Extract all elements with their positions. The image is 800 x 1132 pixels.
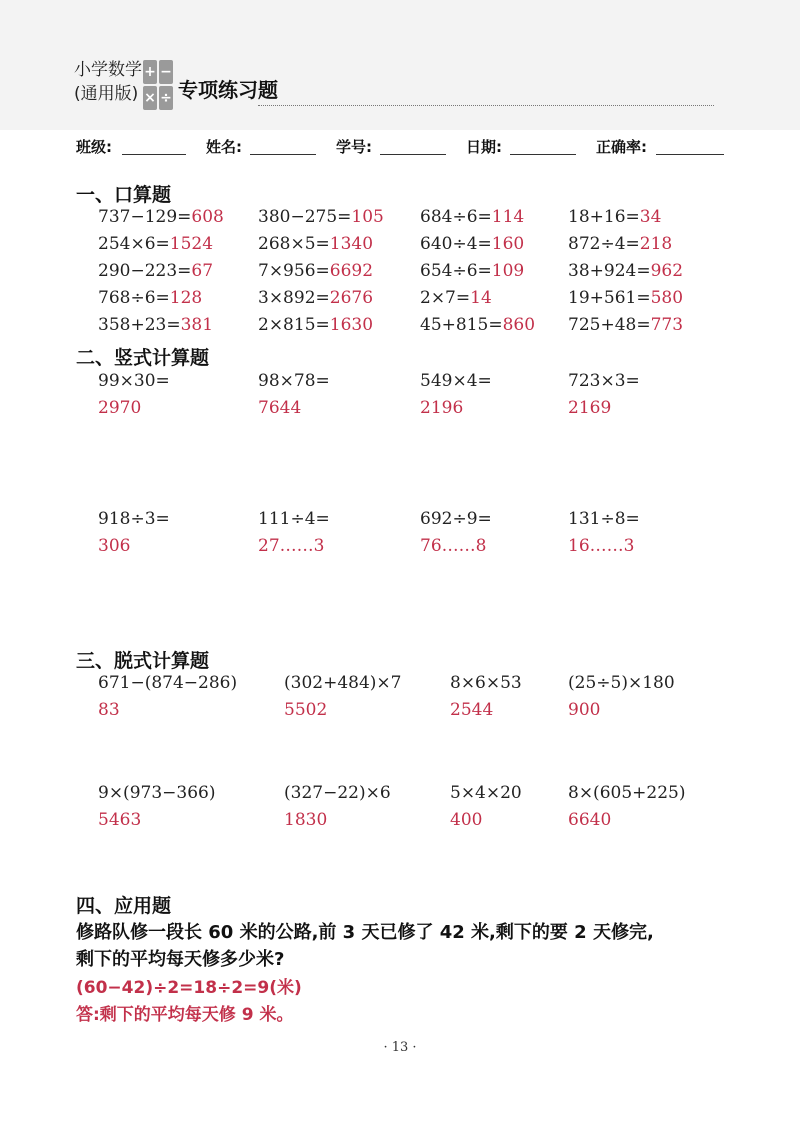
stepwise-answer: 1830: [284, 810, 328, 830]
vertical-question: 918÷3=: [98, 509, 170, 529]
section-1-title: 一、口算题: [76, 184, 172, 206]
word-problem-answer: 答:剩下的平均每天修 9 米。: [76, 1005, 294, 1025]
oral-item: [568, 315, 683, 335]
oral-item: [568, 207, 661, 227]
oral-item: [568, 288, 683, 308]
stepwise-answer: 5502: [284, 700, 328, 720]
vertical-question: 692÷9=: [420, 509, 492, 529]
answer: 105: [351, 207, 384, 227]
stepwise-question: 5×4×20: [450, 783, 522, 803]
answer: 1630: [329, 315, 374, 335]
accuracy-blank[interactable]: [656, 154, 724, 155]
vertical-question: 99×30=: [98, 371, 170, 391]
vertical-answer: 16……3: [568, 536, 635, 556]
answer: 109: [491, 261, 525, 281]
vertical-answer: 2196: [420, 398, 464, 418]
question: 2×7=: [420, 288, 471, 308]
name-label: 姓名:: [206, 138, 242, 156]
question: 268×5=: [258, 234, 330, 254]
divide-icon: ÷: [159, 86, 173, 110]
question: 768÷6=: [98, 288, 170, 308]
oral-item: [98, 261, 213, 281]
answer: 580: [650, 288, 684, 308]
name-blank[interactable]: [250, 154, 316, 155]
question: 7×956=: [258, 261, 330, 281]
stepwise-answer: 900: [568, 700, 601, 720]
class-blank[interactable]: [122, 154, 186, 155]
section-4-title: 四、应用题: [76, 895, 172, 917]
answer: 773: [650, 315, 684, 335]
oral-item: [420, 288, 492, 308]
vertical-question: 549×4=: [420, 371, 492, 391]
header-dotted-rule: [258, 105, 714, 106]
operator-logo: [143, 58, 173, 110]
vertical-question: 111÷4=: [258, 509, 330, 529]
question: 380−275=: [258, 207, 352, 227]
plus-icon: +: [143, 60, 157, 84]
question: 45+815=: [420, 315, 503, 335]
word-problem-line-1: 修路队修一段长 60 米的公路,前 3 天已修了 42 米,剩下的要 2 天修完,: [76, 922, 654, 943]
question: 725+48=: [568, 315, 651, 335]
oral-item: [258, 315, 373, 335]
question: 3×892=: [258, 288, 330, 308]
oral-item: [98, 234, 213, 254]
brand-line-2: (通用版): [74, 84, 139, 104]
question: 640÷4=: [420, 234, 492, 254]
oral-item: [258, 207, 384, 227]
stepwise-question: 671−(874−286): [98, 673, 238, 693]
stepwise-question: (25÷5)×180: [568, 673, 675, 693]
question: 18+16=: [568, 207, 640, 227]
answer: 608: [191, 207, 224, 227]
answer: 962: [650, 261, 684, 281]
answer: 1340: [329, 234, 374, 254]
oral-item: [420, 234, 524, 254]
vertical-answer: 7644: [258, 398, 302, 418]
vertical-question: 131÷8=: [568, 509, 640, 529]
oral-item: [258, 288, 373, 308]
oral-item: [420, 315, 535, 335]
stepwise-question: 8×(605+225): [568, 783, 686, 803]
question: 19+561=: [568, 288, 651, 308]
brand-line-1: 小学数学: [74, 60, 142, 80]
question: 2×815=: [258, 315, 330, 335]
oral-item: [420, 207, 524, 227]
answer: 6692: [329, 261, 374, 281]
stepwise-answer: 2544: [450, 700, 494, 720]
oral-item: [568, 261, 683, 281]
brand-label: [74, 58, 142, 106]
student-id-blank[interactable]: [380, 154, 446, 155]
answer: 114: [491, 207, 525, 227]
vertical-answer: 2970: [98, 398, 142, 418]
stepwise-answer: 5463: [98, 810, 142, 830]
accuracy-label: 正确率:: [596, 138, 647, 156]
oral-item: [98, 315, 213, 335]
section-2-title: 二、竖式计算题: [76, 347, 210, 369]
vertical-answer: 76……8: [420, 536, 487, 556]
question: 872÷4=: [568, 234, 640, 254]
question: 684÷6=: [420, 207, 492, 227]
vertical-question: 723×3=: [568, 371, 640, 391]
vertical-answer: 306: [98, 536, 131, 556]
question: 358+23=: [98, 315, 181, 335]
stepwise-answer: 83: [98, 700, 120, 720]
answer: 2676: [329, 288, 374, 308]
answer: 160: [491, 234, 525, 254]
word-problem-line-2: 剩下的平均每天修多少米?: [76, 949, 285, 970]
minus-icon: −: [159, 60, 173, 84]
oral-item: [98, 207, 224, 227]
class-label: 班级:: [76, 138, 112, 156]
oral-item: [258, 234, 373, 254]
oral-item: [420, 261, 524, 281]
question: 737−129=: [98, 207, 192, 227]
stepwise-answer: 6640: [568, 810, 612, 830]
oral-item: [258, 261, 373, 281]
answer: 34: [639, 207, 662, 227]
answer: 381: [180, 315, 214, 335]
date-label: 日期:: [466, 138, 502, 156]
section-3-title: 三、脱式计算题: [76, 650, 210, 672]
vertical-answer: 27……3: [258, 536, 325, 556]
answer: 14: [470, 288, 492, 308]
question: 654÷6=: [420, 261, 492, 281]
stepwise-question: (327−22)×6: [284, 783, 391, 803]
date-blank[interactable]: [510, 154, 576, 155]
oral-item: [568, 234, 672, 254]
question: 254×6=: [98, 234, 170, 254]
word-problem-solution: (60−42)÷2=18÷2=9(米): [76, 978, 302, 998]
answer: 1524: [169, 234, 214, 254]
vertical-answer: 2169: [568, 398, 612, 418]
answer: 128: [169, 288, 203, 308]
oral-item: [98, 288, 202, 308]
vertical-question: 98×78=: [258, 371, 330, 391]
multiply-icon: ×: [143, 86, 157, 110]
page-number: · 13 ·: [383, 1040, 417, 1055]
stepwise-question: 8×6×53: [450, 673, 522, 693]
answer: 860: [502, 315, 536, 335]
student-id-label: 学号:: [336, 138, 372, 156]
answer: 218: [639, 234, 673, 254]
worksheet-title: 专项练习题: [178, 78, 278, 102]
question: 290−223=: [98, 261, 192, 281]
stepwise-question: (302+484)×7: [284, 673, 402, 693]
question: 38+924=: [568, 261, 651, 281]
stepwise-answer: 400: [450, 810, 483, 830]
stepwise-question: 9×(973−366): [98, 783, 216, 803]
answer: 67: [191, 261, 214, 281]
